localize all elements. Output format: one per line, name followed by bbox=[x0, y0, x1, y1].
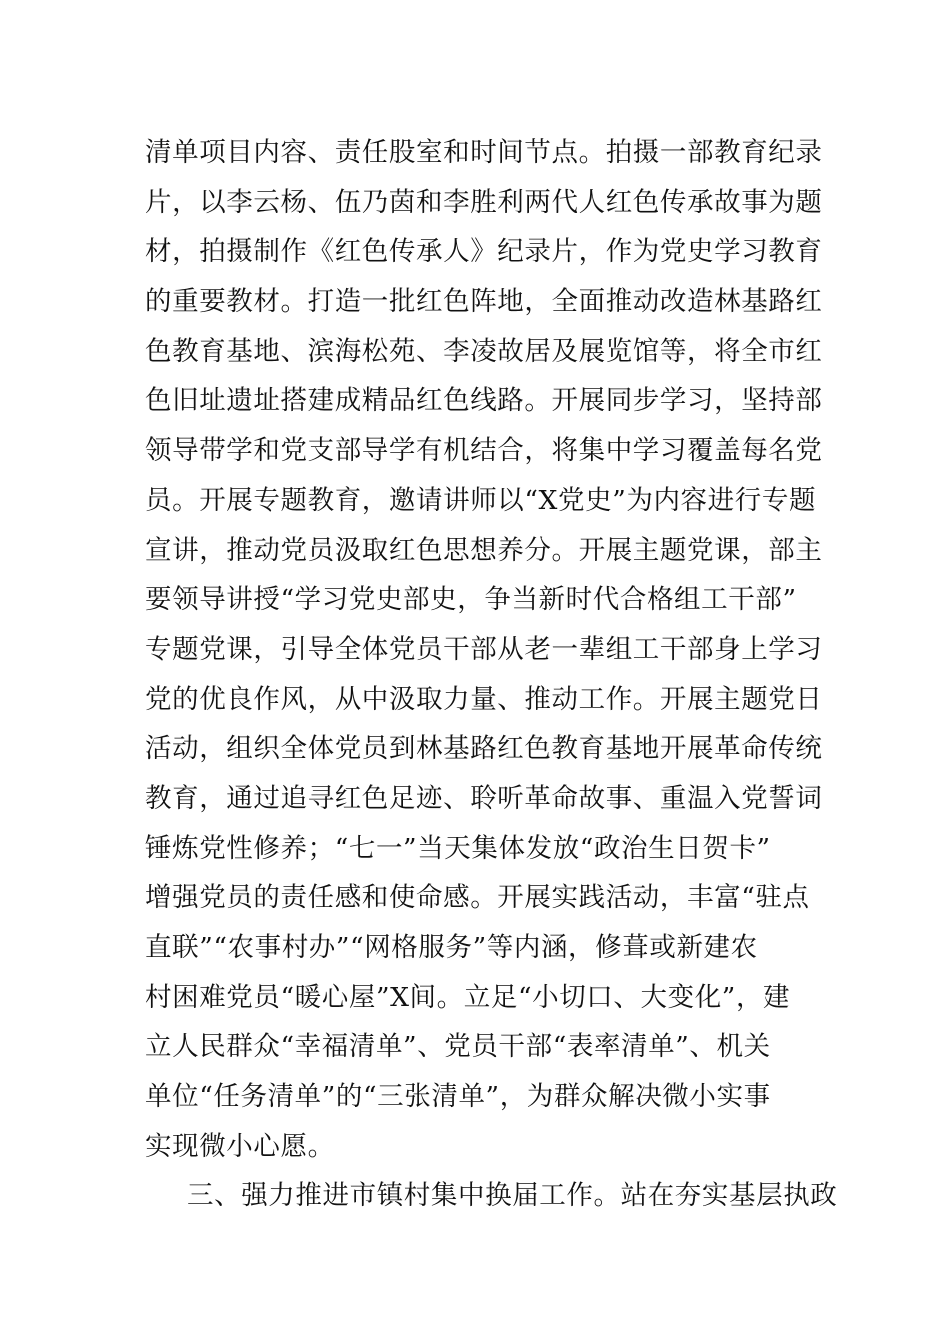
text-line-14: 教育，通过追寻红色足迹、聆听革命故事、重温入党誓词 bbox=[145, 782, 823, 814]
text-line-5: 色教育基地、滨海松苑、李凌故居及展览馆等，将全市红 bbox=[145, 335, 823, 367]
text-line-18: 村困难党员“暖心屋”X间。立足“小切口、大变化”，建 bbox=[145, 981, 791, 1013]
text-line-4: 的重要教材。打造一批红色阵地，全面推动改造林基路红 bbox=[145, 286, 823, 318]
text-line-12: 党的优良作风，从中汲取力量、推动工作。开展主题党日 bbox=[145, 683, 823, 715]
text-line-19: 立人民群众“幸福清单”、党员干部“表率清单”、机关 bbox=[145, 1031, 771, 1063]
text-line-17: 直联”“农事村办”“网格服务”等内涵，修葺或新建农 bbox=[145, 932, 758, 963]
text-line-20: 单位“任务清单”的“三张清单”，为群众解决微小实事 bbox=[145, 1081, 771, 1113]
text-line-16: 增强党员的责任感和使命感。开展实践活动，丰富“驻点 bbox=[145, 882, 810, 914]
text-line-2: 片，以李云杨、伍乃茵和李胜利两代人红色传承故事为题 bbox=[145, 186, 823, 218]
text-line-21: 实现微小心愿。 bbox=[145, 1130, 335, 1162]
text-line-15: 锤炼党性修养；“七一”当天集体发放“政治生日贺卡” bbox=[145, 832, 771, 864]
body-text bbox=[145, 128, 838, 1221]
text-line-6: 色旧址遗址搭建成精品红色线路。开展同步学习，坚持部 bbox=[145, 385, 823, 417]
text-line-3: 材，拍摄制作《红色传承人》纪录片，作为党史学习教育 bbox=[145, 236, 823, 268]
text-line-9: 宣讲，推动党员汲取红色思想养分。开展主题党课，部主 bbox=[145, 534, 823, 566]
text-line-8: 员。开展专题教育，邀请讲师以“X党史”为内容进行专题 bbox=[145, 484, 817, 516]
text-line-10: 要领导讲授“学习党史部史，争当新时代合格组工干部” bbox=[145, 584, 797, 616]
text-line-7: 领导带学和党支部导学有机结合，将集中学习覆盖每名党 bbox=[145, 435, 823, 467]
text-line-1: 清单项目内容、责任股室和时间节点。拍摄一部教育纪录 bbox=[145, 137, 823, 168]
text-line-11: 专题党课，引导全体党员干部从老一辈组工干部身上学习 bbox=[145, 633, 823, 665]
section-heading-paragraph: 三、强力推进市镇村集中换届工作。站在夯实基层执政 bbox=[187, 1180, 838, 1212]
text-line-13: 活动，组织全体党员到林基路红色教育基地开展革命传统 bbox=[145, 733, 823, 765]
